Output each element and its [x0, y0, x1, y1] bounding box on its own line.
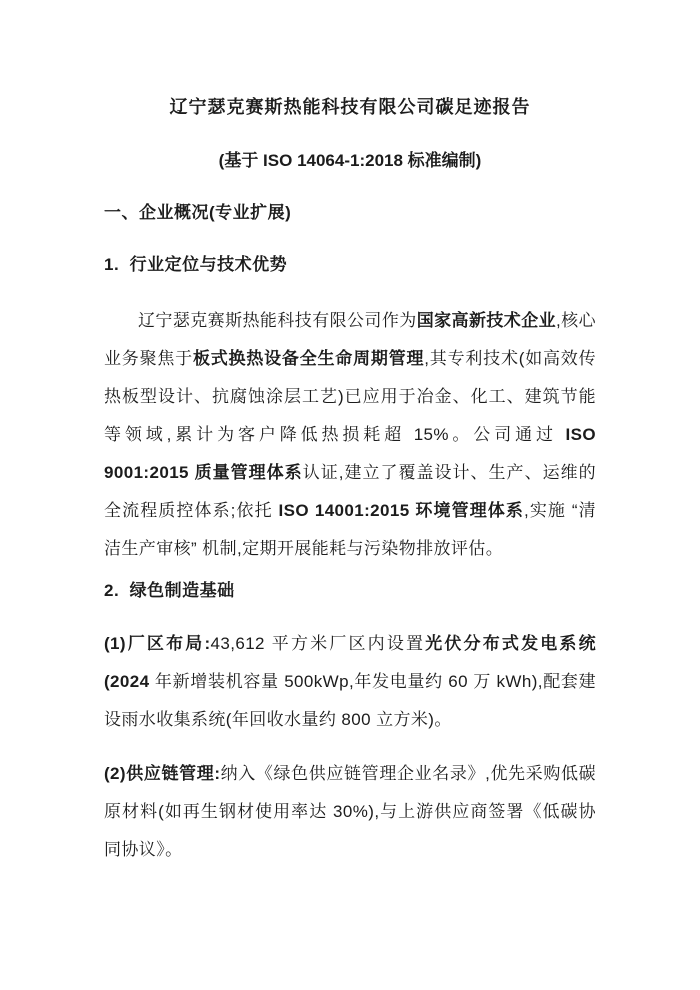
text-run: 年新增装机容量 500kWp,年发电量约 60 万 kWh),配套建设雨水收集系统(年回收水量约 800 立方米)。 [104, 672, 596, 729]
chapter-heading: 一、企业概况(专业扩展) [104, 203, 292, 222]
text-run: ,实施 “清洁生产审核” 机制,定期开展能耗与污染物排放评估。 [104, 501, 596, 558]
document-title: 辽宁瑟克赛斯热能科技有限公司碳足迹报告 [169, 97, 531, 117]
section-2-paragraph-1 [104, 625, 596, 739]
text-run: 辽宁瑟克赛斯热能科技有限公司作为 [138, 311, 417, 330]
text-run: 纳入《绿色供应链管理企业名录》,优先采购低碳原材料(如再生钢材使用率达 30%),与上游供应商签署《低碳协同协议》。 [104, 764, 596, 859]
bold-text-run: 光伏分布式发电系统(2024 [104, 634, 596, 691]
bold-text-run: (2)供应链管理: [104, 764, 221, 783]
text-run: ,其专利技术(如高效传热板型设计、抗腐蚀涂层工艺)已应用于冶金、化工、建筑节能等领域,累计为客户降低热损耗超 15%。公司通过 [104, 349, 596, 444]
bold-text-run: ISO 9001:2015 质量管理体系 [104, 425, 596, 482]
bold-text-run: 板式换热设备全生命周期管理 [192, 349, 425, 368]
text-run: ,核心业务聚焦于 [104, 311, 596, 368]
bold-text-run: (1)厂区布局: [104, 634, 211, 653]
bold-text-run: ISO 14001:2015 环境管理体系 [278, 501, 524, 520]
bold-text-run: 国家高新技术企业 [416, 311, 557, 330]
section-2-heading: 2. 绿色制造基础 [104, 581, 235, 600]
document-subtitle: (基于 ISO 14064-1:2018 标准编制) [218, 151, 482, 170]
text-run: 43,612 平方米厂区内设置 [210, 634, 426, 653]
section-1-paragraph [104, 302, 596, 568]
section-2-paragraph-2 [104, 755, 596, 869]
text-run: 认证,建立了覆盖设计、生产、运维的全流程质控体系;依托 [104, 463, 596, 520]
section-1-heading: 1. 行业定位与技术优势 [104, 255, 288, 274]
